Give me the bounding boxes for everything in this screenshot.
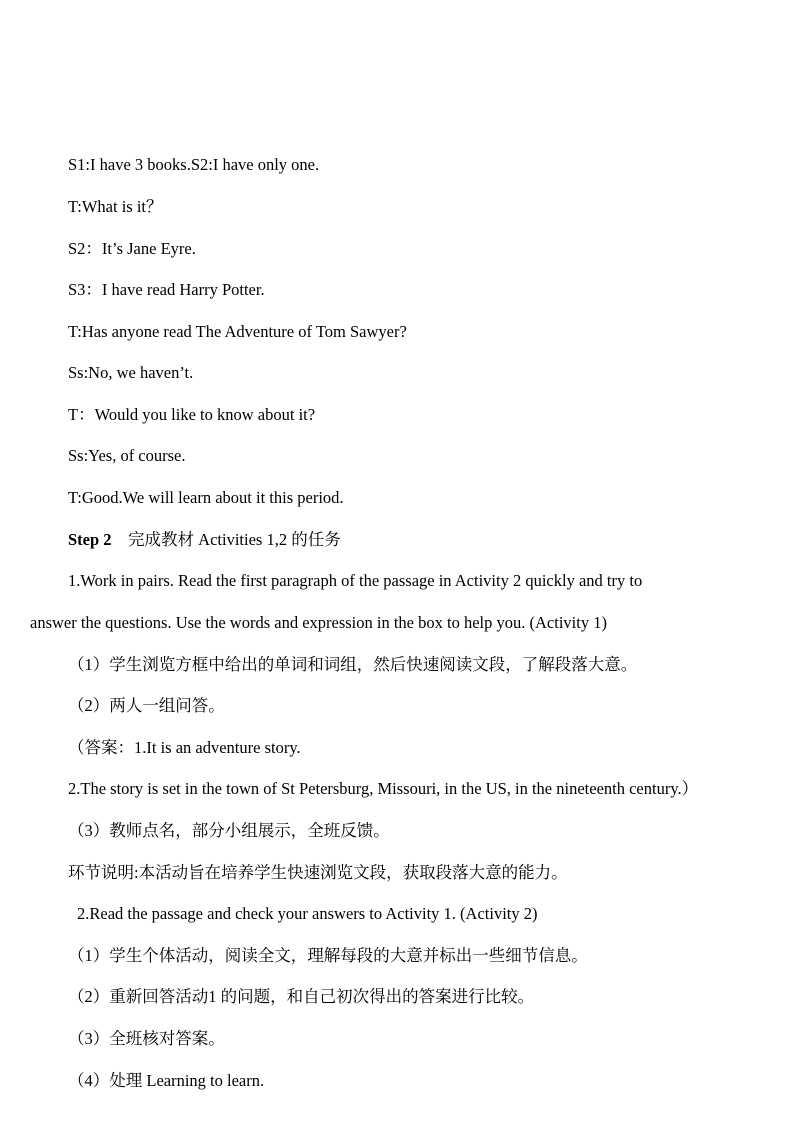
activity1-step1: （1）学生浏览方框中给出的单词和词组，然后快速阅读文段，了解段落大意。 [68,655,638,674]
dialogue-line-s2: S2：It’s Jane Eyre. [68,239,196,258]
activity1-step3: （3）教师点名，部分小组展示，全班反馈。 [68,821,390,840]
activity2-step2: （2）重新回答活动1 的问题，和自己初次得出的答案进行比较。 [68,987,535,1006]
answer-line-1: （答案：1.It is an adventure story. [68,738,301,757]
dialogue-line-ss-yes: Ss:Yes, of course. [68,446,186,465]
step-heading [68,529,341,551]
activity1-step2: （2）两人一组问答。 [68,696,225,715]
dialogue-line-t-good: T:Good.We will learn about it this period. [68,488,344,507]
answer-line-2: 2.The story is set in the town of St Petersburg, Missouri, in the US, in the nineteenth century.） [68,779,699,798]
activity1-instruction-cont: answer the questions. Use the words and expression in the box to help you. (Activity 1) [30,613,607,632]
dialogue-line-t-would: T：Would you like to know about it? [68,405,316,424]
step-description: 完成教材 Activities 1,2 的任务 [128,530,341,549]
activity2-step1: （1）学生个体活动，阅读全文，理解每段的大意并标出一些细节信息。 [68,946,588,965]
activity2-step3: （3）全班核对答案。 [68,1029,225,1048]
activity1-explanation: 环节说明:本活动旨在培养学生快速浏览文段，获取段落大意的能力。 [68,863,568,882]
activity2-step4: （4）处理 Learning to learn. [68,1071,265,1090]
step-label: Step 2 [68,530,112,549]
dialogue-line-t-what: T:What is it？ [68,197,163,216]
dialogue-line-ss-no: Ss:No, we haven’t. [68,363,194,382]
dialogue-line-t-has-anyone: T:Has anyone read The Adventure of Tom Sawyer? [68,322,407,341]
dialogue-line-s1: S1:I have 3 books.S2:I have only one. [68,155,320,174]
dialogue-line-s3: S3：I have read Harry Potter. [68,280,265,299]
activity2-instruction: 2.Read the passage and check your answers to Activity 1. (Activity 2) [77,904,538,923]
activity1-instruction: 1.Work in pairs. Read the first paragraph of the passage in Activity 2 quickly and try to [68,571,643,590]
